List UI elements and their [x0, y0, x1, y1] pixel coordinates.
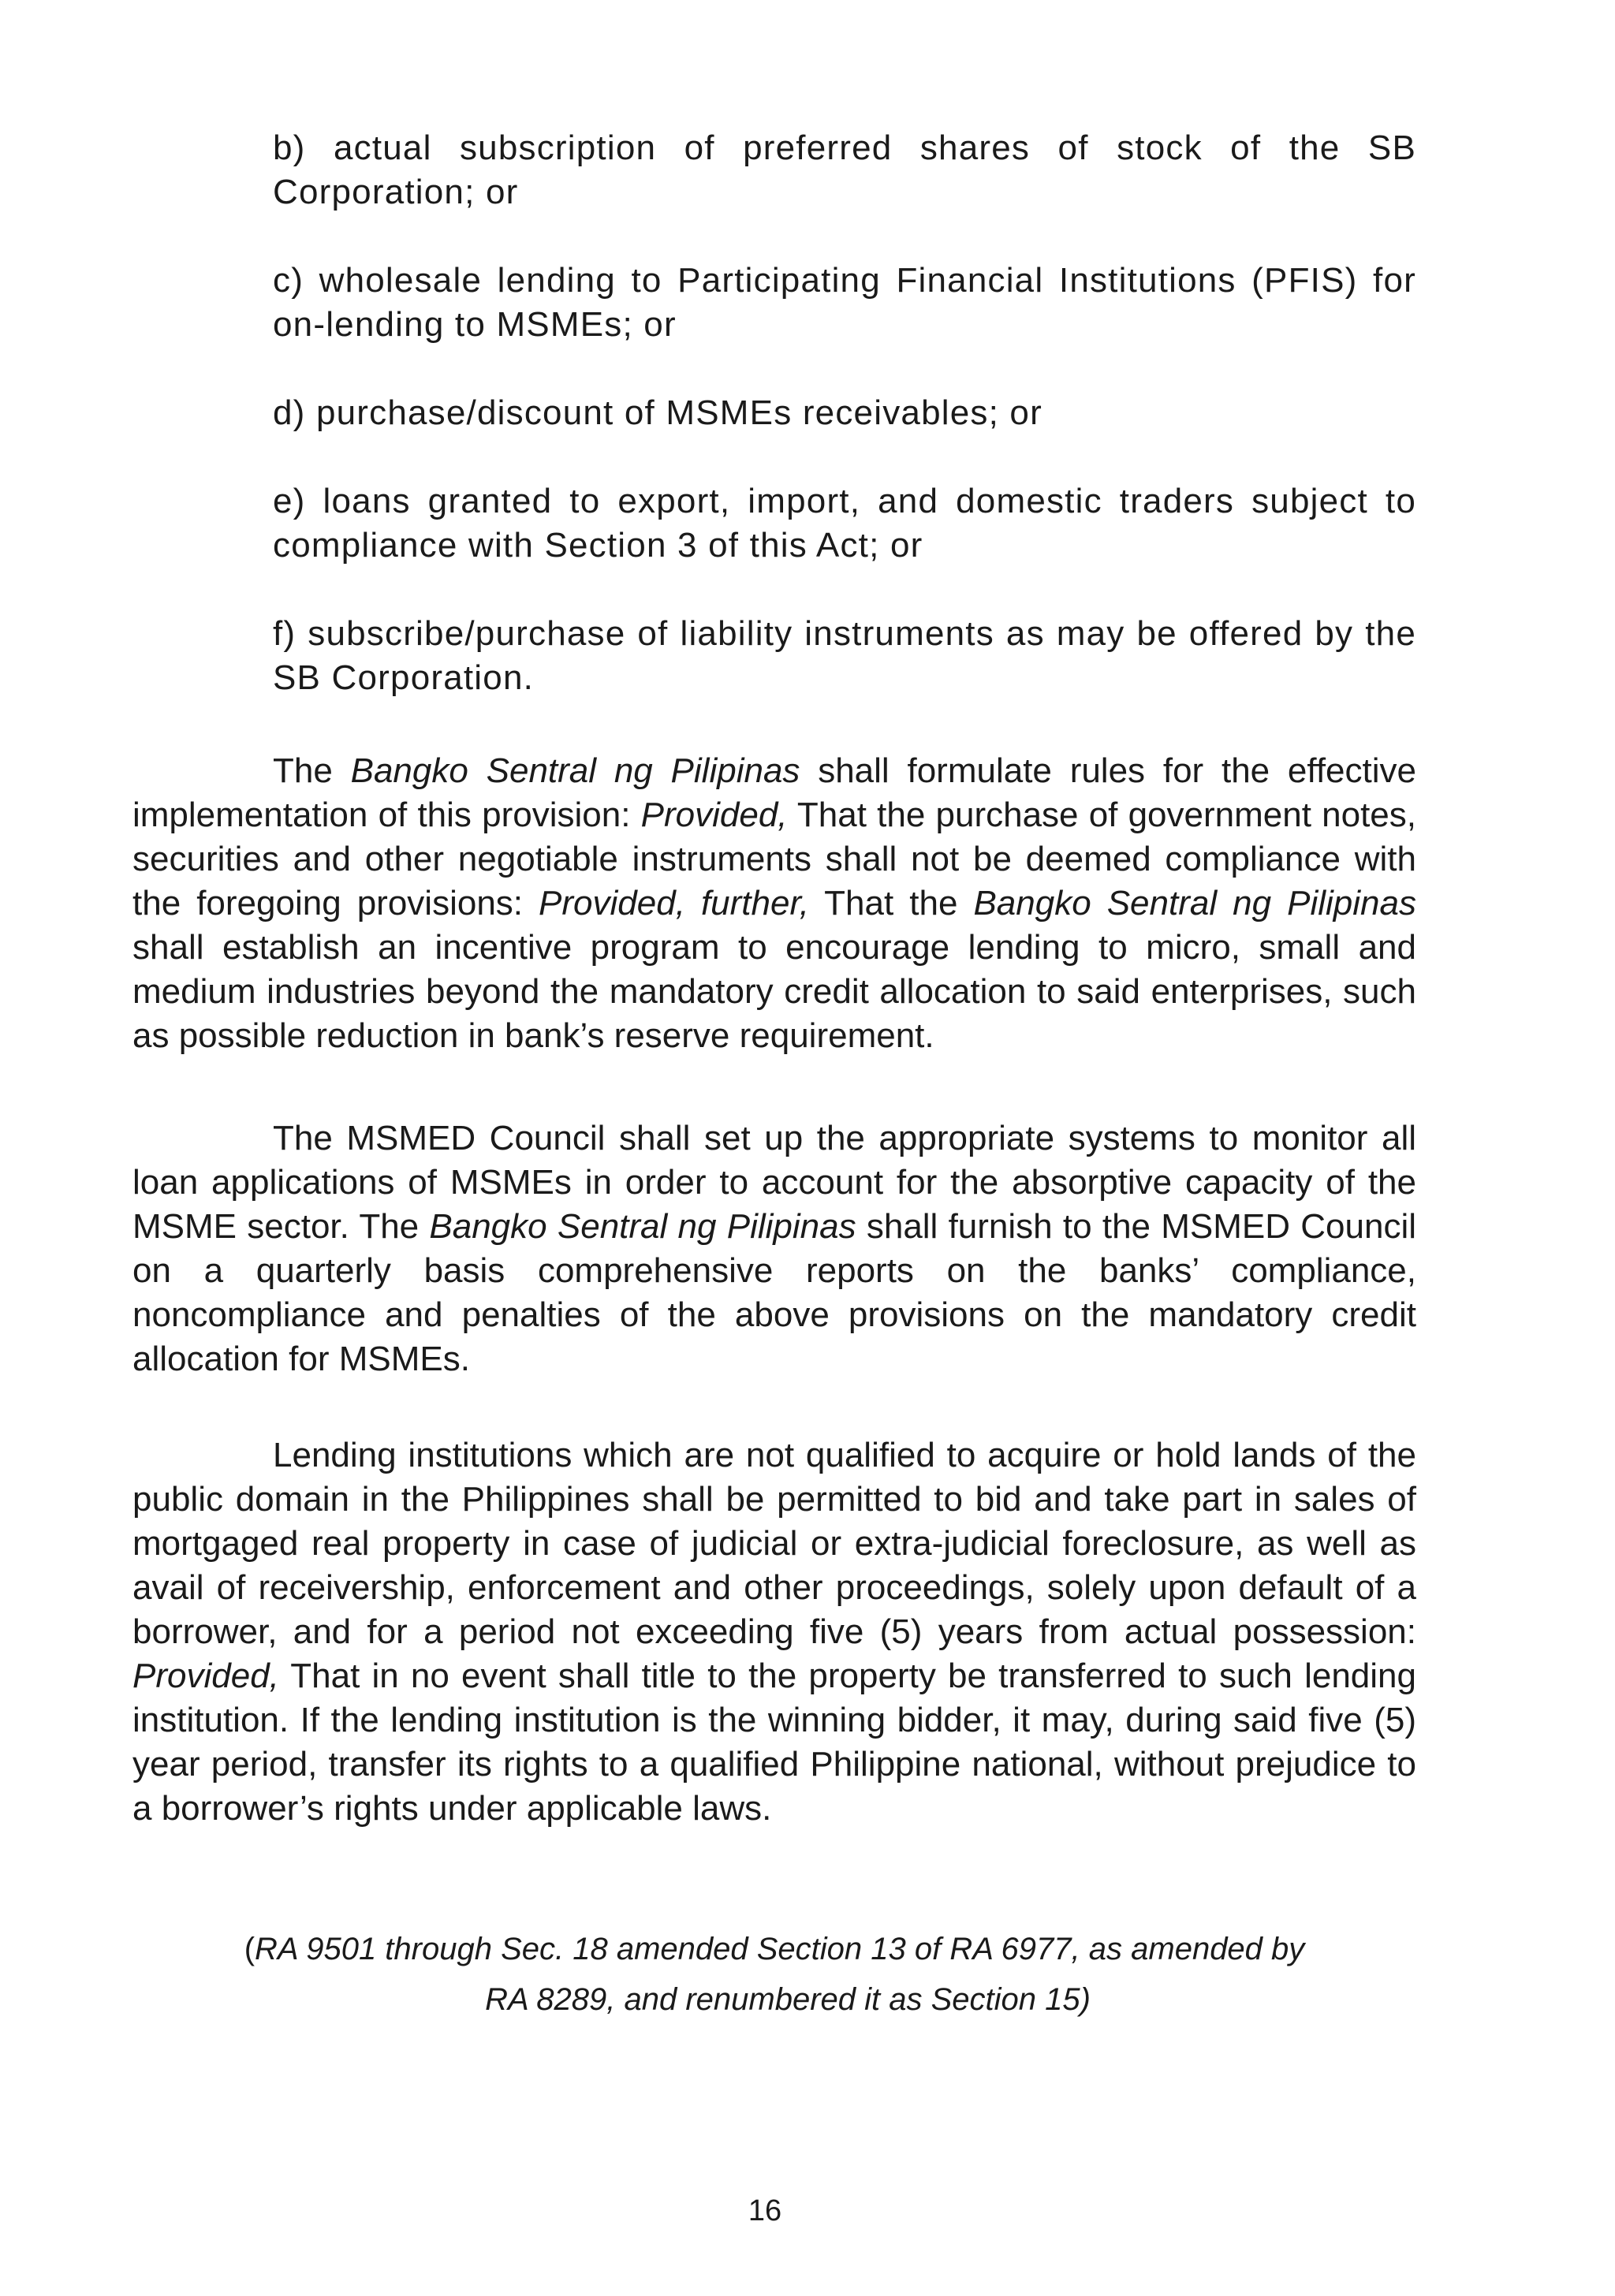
- citation-line-2: RA 8289, and renumbered it as Section 15): [485, 1982, 1091, 2017]
- italic-provided-further: Provided, further,: [539, 884, 809, 922]
- lettered-list: [273, 126, 1416, 744]
- list-item-b: b) actual subscription of preferred shares of stock of the SB Corporation; or: [273, 129, 1416, 211]
- page-number: 16: [748, 2194, 782, 2227]
- italic-provided: Provided,: [132, 1657, 279, 1695]
- list-item-d: d) purchase/discount of MSMEs receivables; or: [273, 393, 1042, 432]
- paragraph-msmed-council: The MSMED Council shall set up the appropriate systems to monitor all loan applications of MSMEs in order to account for the absorptive capacity of the MSME sector. The Bangko Sentral ng Pilipinas shall furnish to the MSMED Council on a quarterly basis comprehensive reports on the banks’ compliance, noncompliance and penalties of the above provisions on the mandatory credit allocation for MSMEs.: [132, 1119, 1417, 1378]
- italic-bsp: Bangko Sentral ng Pilipinas: [350, 751, 800, 790]
- italic-bsp: Bangko Sentral ng Pilipinas: [429, 1207, 856, 1246]
- list-item-c: c) wholesale lending to Participating Financial Institutions (PFIS) for on-lending to MSMEs; or: [273, 261, 1416, 344]
- italic-bsp: Bangko Sentral ng Pilipinas: [973, 884, 1416, 922]
- list-item-f: f) subscribe/purchase of liability instruments as may be offered by the SB Corporation.: [273, 614, 1416, 697]
- paragraph-lending-institutions: Lending institutions which are not qualified to acquire or hold lands of the public domain in the Philippines shall be permitted to bid and take part in sales of mortgaged real property in case of judicial or extra-judicial foreclosure, as well as avail of receivership, enforcement and other proceedings, solely upon default of a borrower, and for a period not exceeding five (5) years from actual possession: Provided, That in no event shall title to the property be transferred to such lending institution. If the lending institution is the winning bidder, it may, during said five (5) year period, transfer its rights to a qualified Philippine national, without prejudice to a borrower’s rights under applicable laws.: [132, 1436, 1416, 1828]
- list-item-e: e) loans granted to export, import, and domestic traders subject to compliance with Section 3 of this Act; or: [273, 482, 1416, 565]
- legal-citation: (RA 9501 through Sec. 18 amended Section 13 of RA 6977, as amended by RA 8289, and renumbered it as Section 15): [132, 1924, 1416, 2025]
- citation-line-1: RA 9501 through Sec. 18 amended Section 13 of RA 6977, as amended by: [255, 1932, 1305, 1966]
- paragraph-bsp-rules: The Bangko Sentral ng Pilipinas shall formulate rules for the effective implementation of this provision: Provided, That the purchase of government notes, securities and other negotiable instruments shall not be deemed compliance with the foregoing provisions: Provided, further, That the Bangko Sentral ng Pilipinas shall establish an incentive program to encourage lending to micro, small and medium industries beyond the mandatory credit allocation to said enterprises, such as possible reduction in bank’s reserve requirement.: [132, 751, 1416, 1055]
- italic-provided: Provided,: [640, 796, 788, 834]
